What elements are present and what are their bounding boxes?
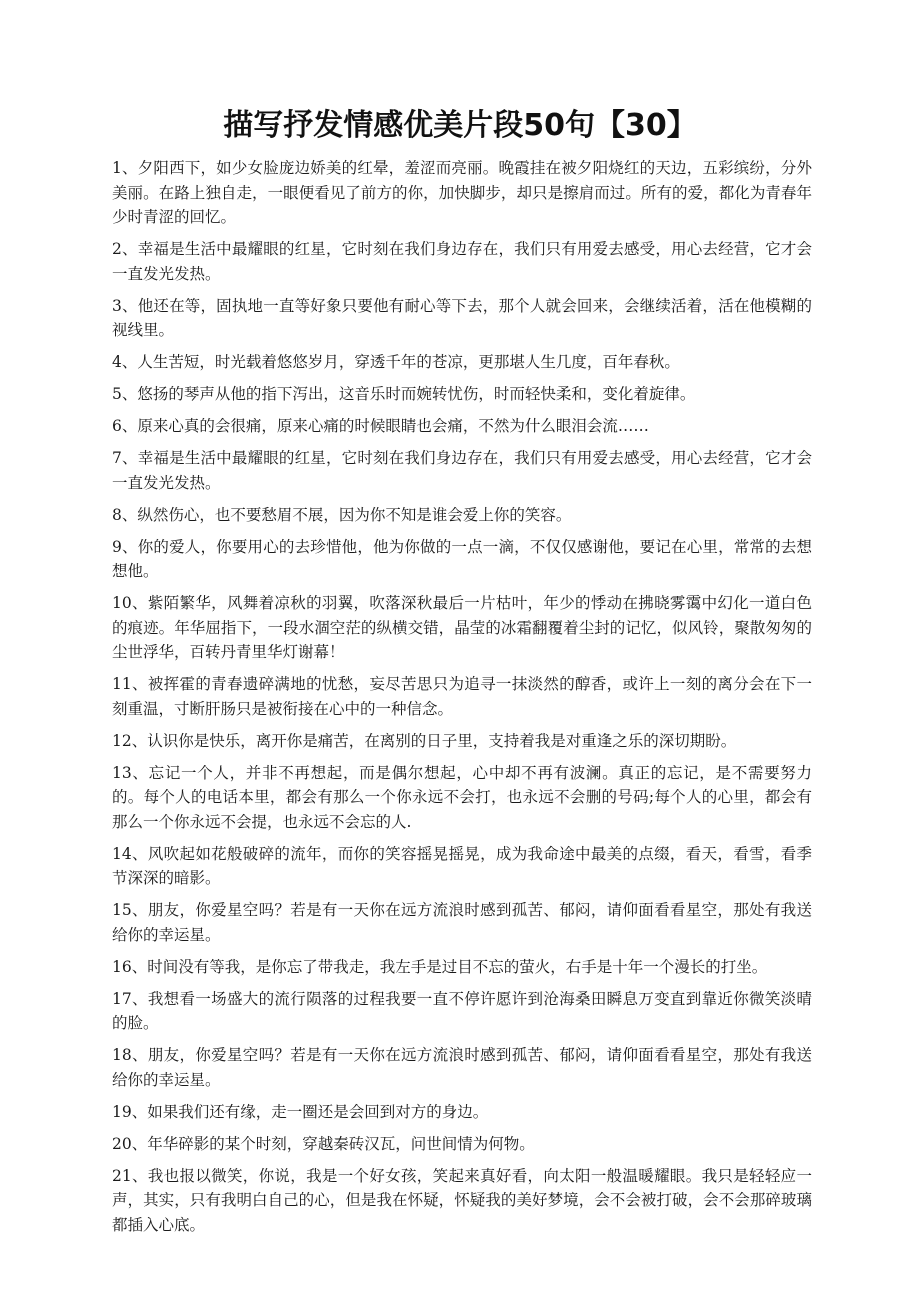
paragraph: 19、如果我们还有缘，走一圈还是会回到对方的身边。 <box>112 1102 489 1121</box>
paragraph: 16、时间没有等我，是你忘了带我走，我左手是过目不忘的萤火，右手是十年一个漫长的打坐。 <box>112 957 768 976</box>
paragraph: 11、被挥霍的青春遗碎满地的忧愁，妄尽苦思只为追寻一抹淡然的醇香，或许上一刻的离分会在下一刻重温，寸断肝肠只是被衔接在心中的一种信念。 <box>112 675 812 718</box>
paragraph: 14、风吹起如花般破碎的流年，而你的笑容摇晃摇晃，成为我命途中最美的点缀，看天，看雪，看季节深深的暗影。 <box>112 844 812 887</box>
paragraph: 3、他还在等，固执地一直等好象只要他有耐心等下去，那个人就会回来，会继续活着，活在他模糊的视线里。 <box>112 296 812 339</box>
paragraph: 21、我也报以微笑，你说，我是一个好女孩，笑起来真好看，向太阳一般温暖耀眼。我只是轻轻应一声，其实，只有我明白自己的心，但是我在怀疑，怀疑我的美好梦境，会不会被打破，会不会那碎玻璃都插入心底。 <box>112 1166 812 1234</box>
paragraph-list <box>112 156 812 1245</box>
paragraph: 10、紫陌繁华，风舞着凉秋的羽翼，吹落深秋最后一片枯叶，年少的悸动在拂晓雾霭中幻化一道白色的痕迹。年华屈指下，一段水涸空茫的纵横交错，晶莹的冰霜翻覆着尘封的记忆，似风铃，聚散匆匆的尘世浮华，百转丹青里华灯谢幕！ <box>112 594 812 661</box>
paragraph: 6、原来心真的会很痛，原来心痛的时候眼睛也会痛，不然为什么眼泪会流…… <box>112 417 649 435</box>
paragraph: 12、认识你是快乐，离开你是痛苦，在离别的日子里，支持着我是对重逢之乐的深切期盼。 <box>112 731 737 750</box>
paragraph: 18、朋友，你爱星空吗？若是有一天你在远方流浪时感到孤苦、郁闷，请仰面看看星空，那处有我送给你的幸运星。 <box>112 1046 812 1089</box>
paragraph: 1、夕阳西下，如少女脸庞边娇美的红晕，羞涩而亮丽。晚霞挂在被夕阳烧红的天边，五彩缤纷，分外美丽。在路上独自走，一眼便看见了前方的你，加快脚步，却只是擦肩而过。所有的爱，都化为青春年少时青涩的回忆。 <box>112 159 812 226</box>
paragraph: 7、幸福是生活中最耀眼的红星，它时刻在我们身边存在，我们只有用爱去感受，用心去经营，它才会一直发光发热。 <box>112 449 812 492</box>
paragraph: 20、年华碎影的某个时刻，穿越秦砖汉瓦，问世间情为何物。 <box>112 1134 535 1153</box>
paragraph: 2、幸福是生活中最耀眼的红星，它时刻在我们身边存在，我们只有用爱去感受，用心去经营，它才会一直发光发热。 <box>112 240 812 283</box>
paragraph: 15、朋友，你爱星空吗？若是有一天你在远方流浪时感到孤苦、郁闷，请仰面看看星空，那处有我送给你的幸运星。 <box>112 901 812 944</box>
paragraph: 5、悠扬的琴声从他的指下泻出，这音乐时而婉转忧伤，时而轻快柔和，变化着旋律。 <box>112 385 696 403</box>
paragraph: 4、人生苦短，时光载着悠悠岁月，穿透千年的苍凉，更那堪人生几度，百年春秋。 <box>112 353 680 371</box>
paragraph: 17、我想看一场盛大的流行陨落的过程我要一直不停许愿许到沧海桑田瞬息万变直到靠近你微笑淡晴的脸。 <box>112 989 812 1032</box>
document-title: 描写抒发情感优美片段50句【30】 <box>223 108 697 144</box>
paragraph: 13、忘记一个人，并非不再想起，而是偶尔想起，心中却不再有波澜。真正的忘记，是不需要努力的。每个人的电话本里，都会有那么一个你永远不会打，也永远不会删的号码;每个人的心里，都会有那么一个你永远不会提，也永远不会忘的人. <box>112 763 812 831</box>
paragraph: 8、纵然伤心，也不要愁眉不展，因为你不知是谁会爱上你的笑容。 <box>112 505 572 524</box>
paragraph: 9、你的爱人，你要用心的去珍惜他，他为你做的一点一滴，不仅仅感谢他，要记在心里，常常的去想想他。 <box>112 537 812 580</box>
